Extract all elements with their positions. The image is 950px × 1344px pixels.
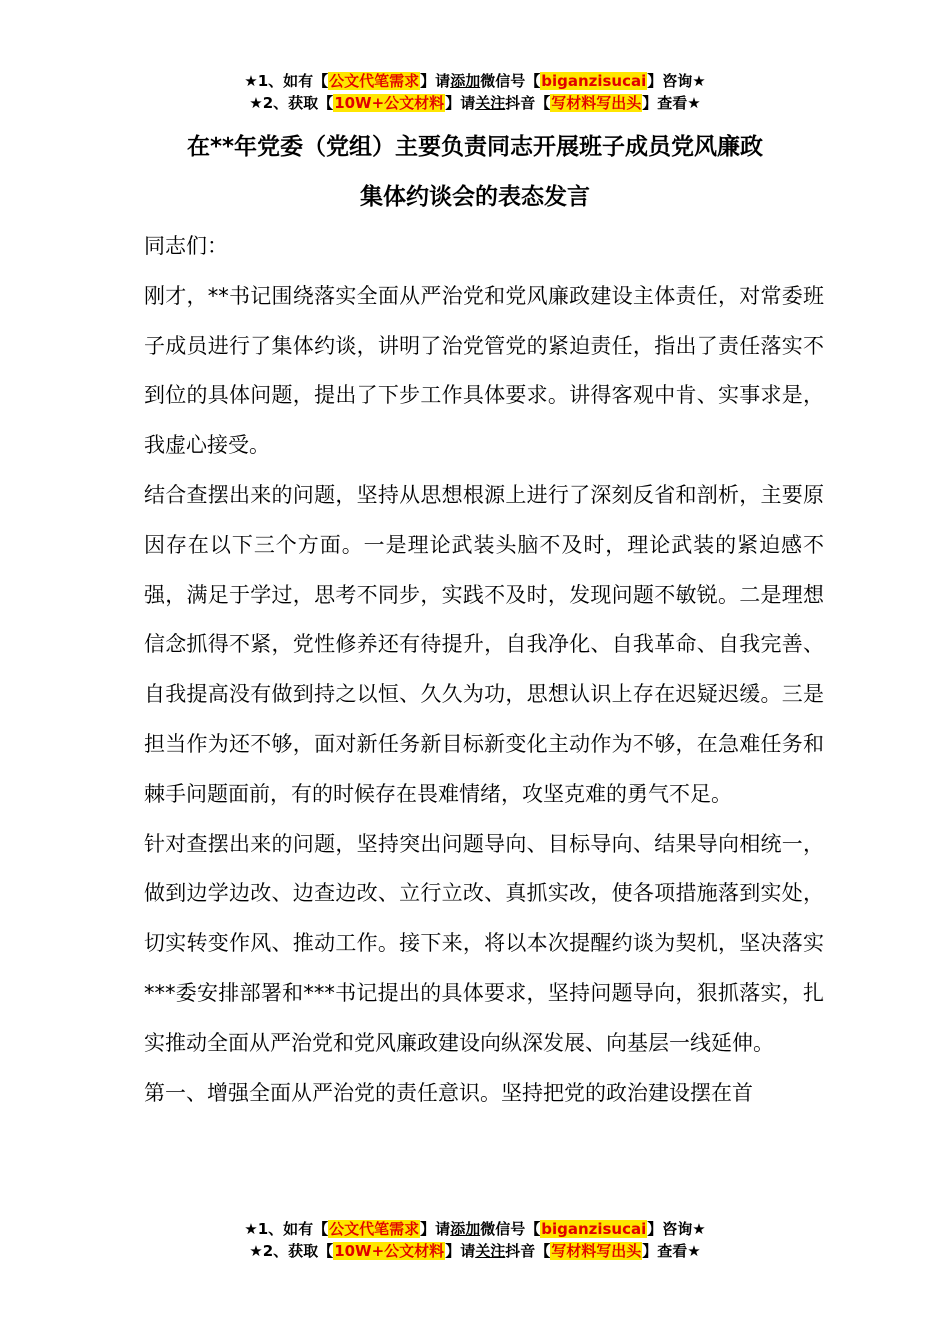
paragraph: 结合查摆出来的问题，坚持从思想根源上进行了深刻反省和剖析，主要原因存在以下三个方面。一是理论武装头脑不及时，理论武装的紧迫感不强，满足于学过，思考不同步，实践不及时，发现问题不敏锐。二是理想信念抓得不紧，党性修养还有待提升，自我净化、自我革命、自我完善、自我提高没有做到持之以恒、久久为功，思想认识上存在迟疑迟缓。三是担当作为还不够，面对新任务新目标新变化主动作为不够，在急难任务和棘手问题面前，有的时候存在畏难情绪，攻坚克难的勇气不足。	[144, 482, 824, 806]
banner-line-2: ★2、获取【10W+公文材料】请关注抖音【写材料写出头】查看★	[249, 1242, 701, 1260]
banner-line-2: ★2、获取【10W+公文材料】请关注抖音【写材料写出头】查看★	[249, 94, 701, 112]
highlight-tag: 10W+公文材料	[334, 1242, 445, 1260]
highlight-tag: 公文代笔需求	[329, 72, 420, 90]
banner-line-1: ★1、如有【公文代笔需求】请添加微信号【biganzisucai】咨询★	[244, 1220, 706, 1238]
douyin-id: 写材料写出头	[551, 1242, 642, 1260]
douyin-id: 写材料写出头	[551, 94, 642, 112]
document-body	[144, 222, 824, 1118]
footer-banner	[0, 1218, 950, 1262]
document-title-line-1: 在**年党委（党组）主要负责同志开展班子成员党风廉政	[186, 134, 764, 160]
header-banner	[0, 70, 950, 114]
highlight-tag: 10W+公文材料	[334, 94, 445, 112]
paragraph: 刚才，**书记围绕落实全面从严治党和党风廉政建设主体责任，对常委班子成员进行了集体约谈，讲明了治党管党的紧迫责任，指出了责任落实不到位的具体问题，提出了下步工作具体要求。讲得客观中肯、实事求是，我虚心接受。	[144, 283, 824, 458]
paragraph: 针对查摆出来的问题，坚持突出问题导向、目标导向、结果导向相统一，做到边学边改、边查边改、立行立改、真抓实改，使各项措施落到实处，切实转变作风、推动工作。接下来，将以本次提醒约谈为契机，坚决落实***委安排部署和***书记提出的具体要求，坚持问题导向，狠抓落实，扎实推动全面从严治党和党风廉政建设向纵深发展、向基层一线延伸。	[144, 831, 824, 1055]
paragraph: 第一、增强全面从严治党的责任意识。坚持把党的政治建设摆在首	[144, 1080, 753, 1105]
banner-line-1: ★1、如有【公文代笔需求】请添加微信号【biganzisucai】咨询★	[244, 72, 706, 90]
document-title-line-2: 集体约谈会的表态发言	[360, 184, 590, 210]
wechat-id: biganzisucai	[541, 72, 647, 90]
salutation: 同志们：	[144, 234, 228, 258]
highlight-tag: 公文代笔需求	[329, 1220, 420, 1238]
wechat-id: biganzisucai	[541, 1220, 647, 1238]
